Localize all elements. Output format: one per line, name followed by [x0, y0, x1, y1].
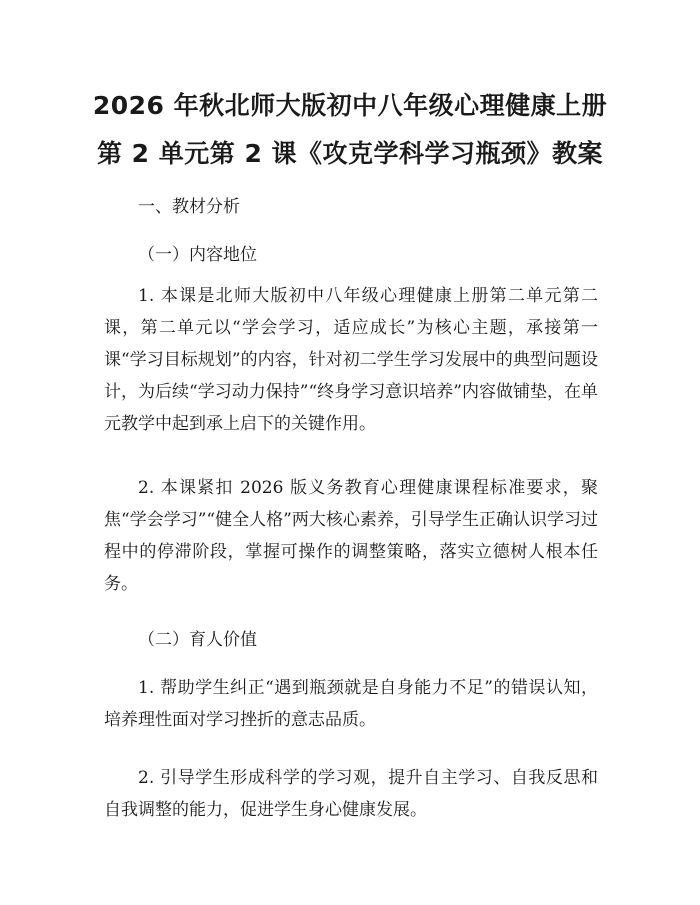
- paragraph-content-position-2: 2. 本课紧扣 2026 版义务教育心理健康课程标准要求，聚焦“学会学习”“健全人格”两大核心素养，引导学生正确认识学习过程中的停滞阶段，掌握可操作的调整策略，落实立德树人根本任务。: [104, 478, 598, 594]
- paragraph-educational-value-1: 1. 帮助学生纠正“遇到瓶颈就是自身能力不足”的错误认知，培养理性面对学习挫折的意志品质。: [104, 678, 598, 730]
- paragraph-content-position-1: 1. 本课是北师大版初中八年级心理健康上册第二单元第二课，第二单元以“学会学习，适应成长”为核心主题，承接第一课“学习目标规划”的内容，针对初二学生学习发展中的典型问题设计，为后续“学习动力保持”“终身学习意识培养”内容做铺垫，在单元教学中起到承上启下的关键作用。: [104, 286, 598, 434]
- subsection-heading-content-position: （一）内容地位: [138, 245, 257, 265]
- document-title-line-1: 2026 年秋北师大版初中八年级心理健康上册: [92, 91, 608, 120]
- paragraph-educational-value-2: 2. 引导学生形成科学的学习观，提升自主学习、自我反思和自我调整的能力，促进学生身心健康发展。: [104, 768, 598, 820]
- document-title-line-2: 第 2 单元第 2 课《攻克学科学习瓶颈》教案: [96, 139, 604, 168]
- subsection-heading-educational-value: （二）育人价值: [138, 630, 257, 650]
- section-heading-textbook-analysis: 一、教材分析: [138, 197, 240, 217]
